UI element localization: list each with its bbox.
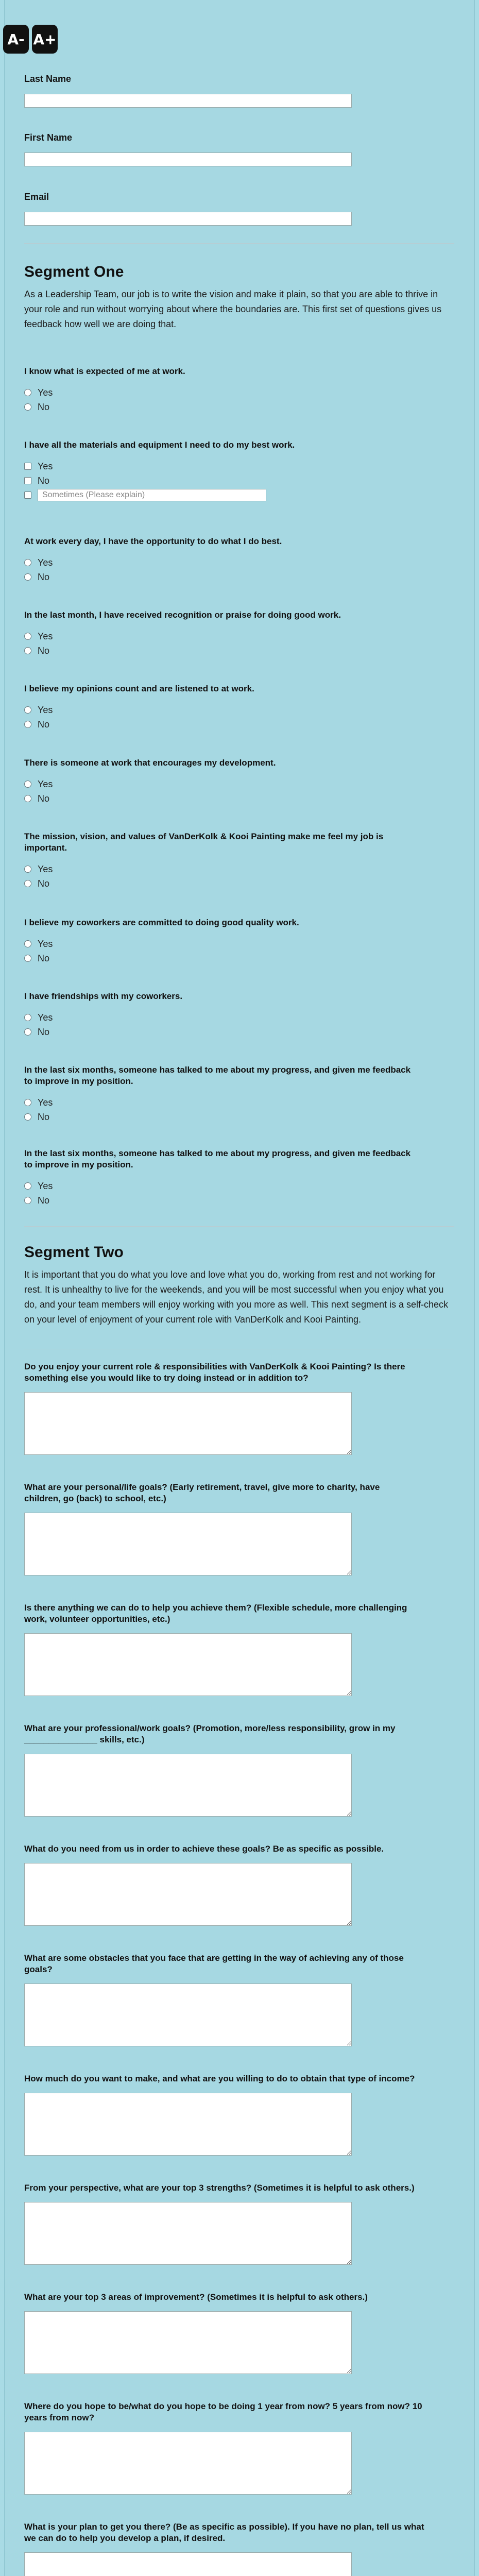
- checkbox[interactable]: [24, 463, 31, 470]
- question-label: I know what is expected of me at work.: [24, 366, 185, 376]
- segment-one-intro: As a Leadership Team, our job is to write the vision and make it plain, so that you are able to thrive in your role and run without worrying about where the boundaries are. This first set of questions gives us feedback how well we are doing that.: [24, 289, 442, 329]
- answer-textarea[interactable]: [24, 1754, 352, 1817]
- question-label: Do you enjoy your current role & responsibilities with VanDerKolk & Kooi Painting? Is there something else you would like to try doing instead or in addition to?: [24, 1362, 405, 1383]
- answer-textarea[interactable]: [24, 1513, 352, 1575]
- segment-two-header: [24, 1244, 454, 1327]
- s1-question-7: [24, 831, 454, 891]
- radio-button[interactable]: [24, 633, 31, 640]
- question-label: What is your plan to get you there? (Be as specific as possible). If you have no plan, tell us what we can do to help you develop a plan, if desired.: [24, 2522, 424, 2543]
- option-no[interactable]: No: [24, 643, 454, 658]
- s2-question-4: [24, 1723, 454, 1817]
- answer-textarea[interactable]: [24, 2552, 352, 2576]
- last-name-input[interactable]: [24, 94, 352, 108]
- answer-textarea[interactable]: [24, 2202, 352, 2265]
- question-label: There is someone at work that encourages my development.: [24, 758, 276, 768]
- option-yes[interactable]: Yes: [24, 459, 454, 473]
- option-other[interactable]: [24, 488, 454, 502]
- question-label: What are your top 3 areas of improvement? (Sometimes it is helpful to ask others.): [24, 2292, 368, 2302]
- option-no[interactable]: No: [24, 1025, 454, 1039]
- radio-button[interactable]: [24, 573, 31, 581]
- radio-button[interactable]: [24, 781, 31, 788]
- radio-button[interactable]: [24, 706, 31, 714]
- email-label: Email: [24, 192, 49, 202]
- answer-textarea[interactable]: [24, 2432, 352, 2495]
- radio-button[interactable]: [24, 866, 31, 873]
- radio-button[interactable]: [24, 1182, 31, 1190]
- option-no[interactable]: No: [24, 400, 454, 414]
- email-input[interactable]: [24, 212, 352, 226]
- option-no[interactable]: No: [24, 876, 454, 891]
- question-label: What are your professional/work goals? (Promotion, more/less responsibility, grow in my _______________ skills, etc.): [24, 1723, 396, 1744]
- radio-button[interactable]: [24, 1197, 31, 1204]
- s1-question-8: [24, 917, 454, 965]
- option-no[interactable]: No: [24, 791, 454, 806]
- option-no[interactable]: No: [24, 717, 454, 732]
- font-size-controls: [3, 25, 58, 54]
- segment-one-header: [24, 263, 454, 332]
- s2-question-8: [24, 2182, 454, 2265]
- answer-textarea[interactable]: [24, 1863, 352, 1926]
- segment-two-title: Segment Two: [24, 1244, 124, 1261]
- option-yes[interactable]: Yes: [24, 862, 454, 876]
- answer-textarea[interactable]: [24, 1392, 352, 1455]
- radio-button[interactable]: [24, 389, 31, 396]
- option-yes[interactable]: Yes: [24, 629, 454, 643]
- radio-button[interactable]: [24, 795, 31, 802]
- answer-textarea[interactable]: [24, 2311, 352, 2374]
- s1-question-10: [24, 1064, 454, 1124]
- question-label: From your perspective, what are your top 3 strengths? (Sometimes it is helpful to ask others.): [24, 2183, 415, 2193]
- radio-button[interactable]: [24, 955, 31, 962]
- first-name-input[interactable]: [24, 152, 352, 166]
- s2-question-6: [24, 1953, 454, 2046]
- radio-button[interactable]: [24, 721, 31, 728]
- question-label: The mission, vision, and values of VanDerKolk & Kooi Painting make me feel my job is important.: [24, 832, 384, 853]
- question-label: Is there anything we can do to help you achieve them? (Flexible schedule, more challenging work, volunteer opportunities, etc.): [24, 1603, 407, 1624]
- question-label: In the last six months, someone has talked to me about my progress, and given me feedback to improve in my position.: [24, 1065, 411, 1086]
- email-field-group: [24, 192, 454, 226]
- radio-button[interactable]: [24, 647, 31, 654]
- s1-question-2: [24, 439, 454, 502]
- first-name-label: First Name: [24, 132, 73, 143]
- option-no[interactable]: No: [24, 1110, 454, 1124]
- question-label: What do you need from us in order to achieve these goals? Be as specific as possible.: [24, 1844, 384, 1854]
- option-no[interactable]: No: [24, 473, 454, 488]
- s1-question-4: [24, 609, 454, 658]
- option-yes[interactable]: Yes: [24, 1010, 454, 1025]
- s1-question-9: [24, 991, 454, 1039]
- checkbox[interactable]: [24, 477, 31, 484]
- s2-question-11: [24, 2521, 454, 2576]
- s1-question-1: [24, 366, 454, 414]
- radio-button[interactable]: [24, 559, 31, 566]
- radio-button[interactable]: [24, 1028, 31, 1036]
- question-label: What are your personal/life goals? (Early retirement, travel, give more to charity, have children, go (back) to school, etc.): [24, 1482, 380, 1503]
- option-yes[interactable]: Yes: [24, 777, 454, 791]
- question-label: I have all the materials and equipment I need to do my best work.: [24, 440, 295, 450]
- question-label: In the last month, I have received recognition or praise for doing good work.: [24, 610, 341, 620]
- last-name-label: Last Name: [24, 74, 72, 84]
- s1-question-11: [24, 1148, 454, 1208]
- question-label: I believe my coworkers are committed to doing good quality work.: [24, 918, 299, 927]
- s2-question-5: [24, 1843, 454, 1926]
- s2-question-2: [24, 1482, 454, 1575]
- s2-question-10: [24, 2401, 454, 2495]
- divider: [24, 243, 454, 244]
- radio-button[interactable]: [24, 1014, 31, 1021]
- option-no[interactable]: No: [24, 1193, 454, 1208]
- option-yes[interactable]: Yes: [24, 1095, 454, 1110]
- question-label: I have friendships with my coworkers.: [24, 991, 183, 1001]
- s1-question-5: [24, 683, 454, 732]
- s2-question-3: [24, 1602, 454, 1696]
- checkbox[interactable]: [24, 492, 31, 499]
- question-label: What are some obstacles that you face that are getting in the way of achieving any of those goals?: [24, 1953, 404, 1974]
- radio-button[interactable]: [24, 940, 31, 947]
- first-name-field-group: [24, 132, 454, 166]
- option-yes[interactable]: Yes: [24, 703, 454, 717]
- answer-textarea[interactable]: [24, 2093, 352, 2156]
- s2-question-1: [24, 1361, 454, 1455]
- option-no[interactable]: No: [24, 570, 454, 584]
- radio-button[interactable]: [24, 403, 31, 411]
- answer-textarea[interactable]: [24, 1984, 352, 2046]
- radio-button[interactable]: [24, 1113, 31, 1121]
- decrease-font-button[interactable]: A-: [3, 25, 29, 54]
- question-label: At work every day, I have the opportunity to do what I do best.: [24, 536, 282, 546]
- segment-two-intro: It is important that you do what you love and love what you do, working from rest and not working for rest. It is unhealthy to live for the weekends, and you will be most successful when you enjoy what you do, and your team members will enjoy working with you more as well. This next segment is a self-check on your level of enjoyment of your current role with VanDerKolk and Kooi Painting.: [24, 1269, 449, 1325]
- question-label: How much do you want to make, and what are you willing to do to obtain that type of income?: [24, 2074, 415, 2083]
- option-yes[interactable]: Yes: [24, 385, 454, 400]
- radio-button[interactable]: [24, 880, 31, 887]
- option-yes[interactable]: Yes: [24, 1179, 454, 1193]
- s1-question-6: [24, 757, 454, 806]
- question-label: In the last six months, someone has talked to me about my progress, and given me feedback to improve in my position.: [24, 1148, 411, 1170]
- s1-question-3: [24, 536, 454, 584]
- option-yes[interactable]: Yes: [24, 555, 454, 570]
- option-no[interactable]: No: [24, 951, 454, 965]
- last-name-field-group: [24, 74, 454, 108]
- s2-question-9: [24, 2292, 454, 2374]
- s2-question-7: [24, 2073, 454, 2156]
- segment-one-title: Segment One: [24, 263, 124, 280]
- question-label: Where do you hope to be/what do you hope to be doing 1 year from now? 5 years from now? 10 years from now?: [24, 2401, 422, 2422]
- question-label: I believe my opinions count and are listened to at work.: [24, 684, 254, 693]
- other-explain-input[interactable]: [38, 489, 266, 501]
- answer-textarea[interactable]: [24, 1633, 352, 1696]
- divider: [24, 1226, 454, 1227]
- option-yes[interactable]: Yes: [24, 937, 454, 951]
- radio-button[interactable]: [24, 1099, 31, 1106]
- increase-font-button[interactable]: A+: [32, 25, 58, 54]
